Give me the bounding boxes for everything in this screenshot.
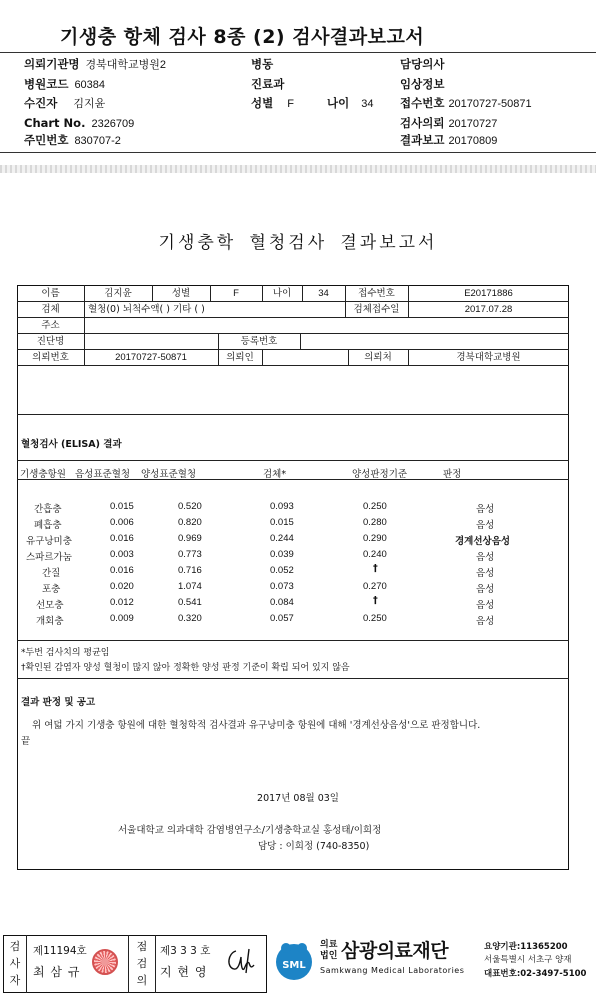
grid-line (17, 301, 569, 302)
grid-line (17, 479, 569, 480)
grid-line (17, 349, 569, 350)
cell-cutoff: 0.250 (363, 613, 387, 624)
label-request-no: 의뢰번호 (32, 352, 69, 363)
seal-stamp-icon (92, 949, 118, 975)
cell-antigen: 간흡충 (34, 504, 62, 515)
value-specimen: 혈청(0) 뇌척수액( ) 기타 ( ) (88, 304, 205, 315)
cell-pos: 0.773 (178, 549, 202, 560)
cell-result: 음성 (476, 520, 495, 531)
company-phone: 대표번호:02-3497-5100 (484, 969, 587, 979)
label-receipt: 접수번호 (358, 288, 395, 299)
label-age: 나이 (272, 288, 292, 299)
company-english-name: Samkwang Medical Laboratories (320, 966, 465, 975)
cell-result: 음성 (476, 504, 495, 515)
cell-neg: 0.016 (110, 565, 134, 576)
label-address: 주소 (41, 320, 60, 331)
header-divider (0, 52, 596, 53)
note-average: *두번 검사치의 평균임 (21, 648, 110, 658)
grid-col (128, 935, 129, 993)
header-bottom-divider (0, 152, 596, 153)
cell-neg: 0.003 (110, 549, 134, 560)
header-right-row-1: 임상정보 (400, 77, 445, 91)
cell-neg: 0.009 (110, 613, 134, 624)
header-right-row-3: 검사의뢰 20170727 (400, 116, 498, 130)
col-header-cutoff: 양성판정기준 (352, 469, 408, 480)
cell-pos: 0.520 (178, 501, 202, 512)
label-diagnosis: 진단명 (36, 336, 65, 347)
cell-cutoff: 0.270 (363, 581, 387, 592)
logo-text: SML (282, 960, 306, 971)
inspector-name: 최 삼 규 (33, 965, 81, 979)
cell-cutoff-dagger: † (373, 595, 378, 606)
col-header-pos: 양성표준혈청 (141, 469, 197, 480)
cell-antigen: 간질 (42, 568, 61, 579)
value-institution: 경북대학교병원 (456, 352, 521, 363)
cell-pos: 1.074 (178, 581, 202, 592)
reviewer-name: 지 현 영 (160, 965, 208, 979)
section-elisa-title: 혈청검사 (ELISA) 결과 (21, 439, 122, 450)
company-prefix-2: 법인 (320, 951, 338, 961)
cell-specimen: 0.093 (270, 501, 294, 512)
cell-antigen: 포충 (42, 584, 61, 595)
col-header-result: 판정 (443, 469, 462, 480)
header-right-row-0: 담당의사 (400, 57, 445, 71)
cell-specimen: 0.084 (270, 597, 294, 608)
cell-neg: 0.012 (110, 597, 134, 608)
sml-logo-icon (272, 938, 316, 982)
report-title: 기생충학 혈청검사 결과보고서 (158, 233, 438, 253)
grid-line (17, 640, 569, 641)
grid-line (17, 317, 569, 318)
cell-neg: 0.015 (110, 501, 134, 512)
col-header-specimen: 검체* (263, 469, 287, 480)
header-left-row-2: 수진자 김지윤 (24, 96, 106, 110)
label-institution: 의뢰처 (364, 352, 392, 363)
cell-pos: 0.320 (178, 613, 202, 624)
grid-line (17, 333, 569, 334)
cell-pos: 0.820 (178, 517, 202, 528)
grid-col (26, 935, 27, 993)
label-requester: 의뢰인 (226, 352, 254, 363)
cell-result: 음성 (476, 584, 495, 595)
cell-neg: 0.016 (110, 533, 134, 544)
value-sex: F (233, 288, 239, 299)
org-code: 요양기관:11365200 (484, 942, 568, 952)
cell-antigen: 유구낭미충 (26, 536, 72, 547)
signature-icon (222, 945, 260, 977)
value-specimen-date: 2017.07.28 (464, 304, 513, 315)
label-specimen: 검체 (41, 304, 60, 315)
cell-specimen: 0.057 (270, 613, 294, 624)
cell-pos: 0.969 (178, 533, 202, 544)
header-age: 나이 34 (327, 96, 374, 110)
col-header-antigen: 기생충항원 (20, 469, 66, 480)
grid-line (17, 460, 569, 461)
company-name: 삼광의료재단 (341, 940, 449, 962)
reviewer-license: 제3 3 3 호 (160, 945, 211, 957)
cell-result: 음성 (476, 552, 495, 563)
note-dagger: †확인된 감염자 양성 혈청이 많지 않아 정확한 양성 판정 기준이 확립 되어 있지 않음 (21, 663, 350, 673)
page-title: 기생충 항체 검사 8종 (2) 검사결과보고서 (60, 26, 425, 48)
col-header-neg: 음성표준혈청 (75, 469, 131, 480)
header-right-row-4: 결과보고 20170809 (400, 133, 498, 147)
value-name: 김지윤 (104, 288, 132, 299)
header-mid-row-2: 성별 F (251, 96, 294, 110)
label-registration: 등록번호 (240, 336, 278, 347)
header-right-row-2: 접수번호 20170727-50871 (400, 96, 532, 110)
header-mid-row-1: 진료과 (251, 77, 285, 91)
inspector-license: 제11194호 (33, 945, 87, 957)
header-left-row-0: 의뢰기관명 경북대학교병원2 (24, 57, 167, 71)
grid-line (17, 414, 569, 415)
value-receipt: E20171886 (464, 288, 513, 299)
value-age: 34 (318, 288, 329, 299)
cell-specimen: 0.039 (270, 549, 294, 560)
label-name: 이름 (41, 288, 60, 299)
scan-gap (0, 165, 596, 173)
reviewer-label: 점검의 (136, 940, 148, 987)
cell-cutoff: 0.250 (363, 501, 387, 512)
cell-neg: 0.006 (110, 517, 134, 528)
cell-specimen: 0.052 (270, 565, 294, 576)
cell-pos: 0.541 (178, 597, 202, 608)
header-left-row-4: 주민번호 830707-2 (24, 133, 121, 147)
conclusion-text: 위 여덟 가지 기생충 항원에 대한 혈청학적 검사결과 유구낭미충 항원에 대해 '경계선상음성'으로 판정합니다. (32, 720, 481, 731)
cell-specimen: 0.244 (270, 533, 294, 544)
cell-specimen: 0.015 (270, 517, 294, 528)
grid-line (17, 678, 569, 679)
company-prefix-1: 의료 (320, 940, 338, 950)
header-mid-row-0: 병동 (251, 57, 274, 71)
value-request-no: 20170727-50871 (115, 352, 187, 363)
cell-result-borderline: 경계선상음성 (455, 536, 511, 547)
cell-antigen: 개회충 (36, 616, 64, 627)
cell-cutoff: 0.240 (363, 549, 387, 560)
grid-col (300, 333, 301, 349)
header-left-row-3: Chart No. 2326709 (24, 116, 135, 130)
grid-col (155, 935, 156, 993)
cell-cutoff-dagger: † (373, 563, 378, 574)
cell-pos: 0.716 (178, 565, 202, 576)
report-org: 서울대학교 의과대학 감염병연구소/기생충학교실 홍성태/이희정 (118, 825, 382, 836)
cell-result: 음성 (476, 568, 495, 579)
header-left-row-1: 병원코드 60384 (24, 77, 106, 91)
label-sex: 성별 (171, 288, 191, 299)
cell-result: 음성 (476, 600, 495, 611)
cell-cutoff: 0.280 (363, 517, 387, 528)
conclusion-end: 끝 (21, 736, 31, 747)
cell-antigen: 선모충 (36, 600, 64, 611)
cell-specimen: 0.073 (270, 581, 294, 592)
cell-antigen: 폐흡충 (34, 520, 62, 531)
cell-antigen: 스파르가눔 (26, 552, 72, 563)
report-contact: 담당 : 이희정 (740-8350) (258, 841, 370, 852)
grid-col (262, 349, 263, 365)
inspector-label: 검사자 (9, 940, 21, 987)
company-address: 서울특별시 서초구 양재 (484, 955, 572, 965)
cell-result: 음성 (476, 616, 495, 627)
cell-neg: 0.020 (110, 581, 134, 592)
conclusion-title: 결과 판정 및 공고 (21, 697, 96, 708)
label-specimen-date: 검체접수일 (353, 304, 400, 315)
report-date: 2017년 08월 03일 (257, 793, 339, 804)
cell-cutoff: 0.290 (363, 533, 387, 544)
grid-line (17, 365, 569, 366)
